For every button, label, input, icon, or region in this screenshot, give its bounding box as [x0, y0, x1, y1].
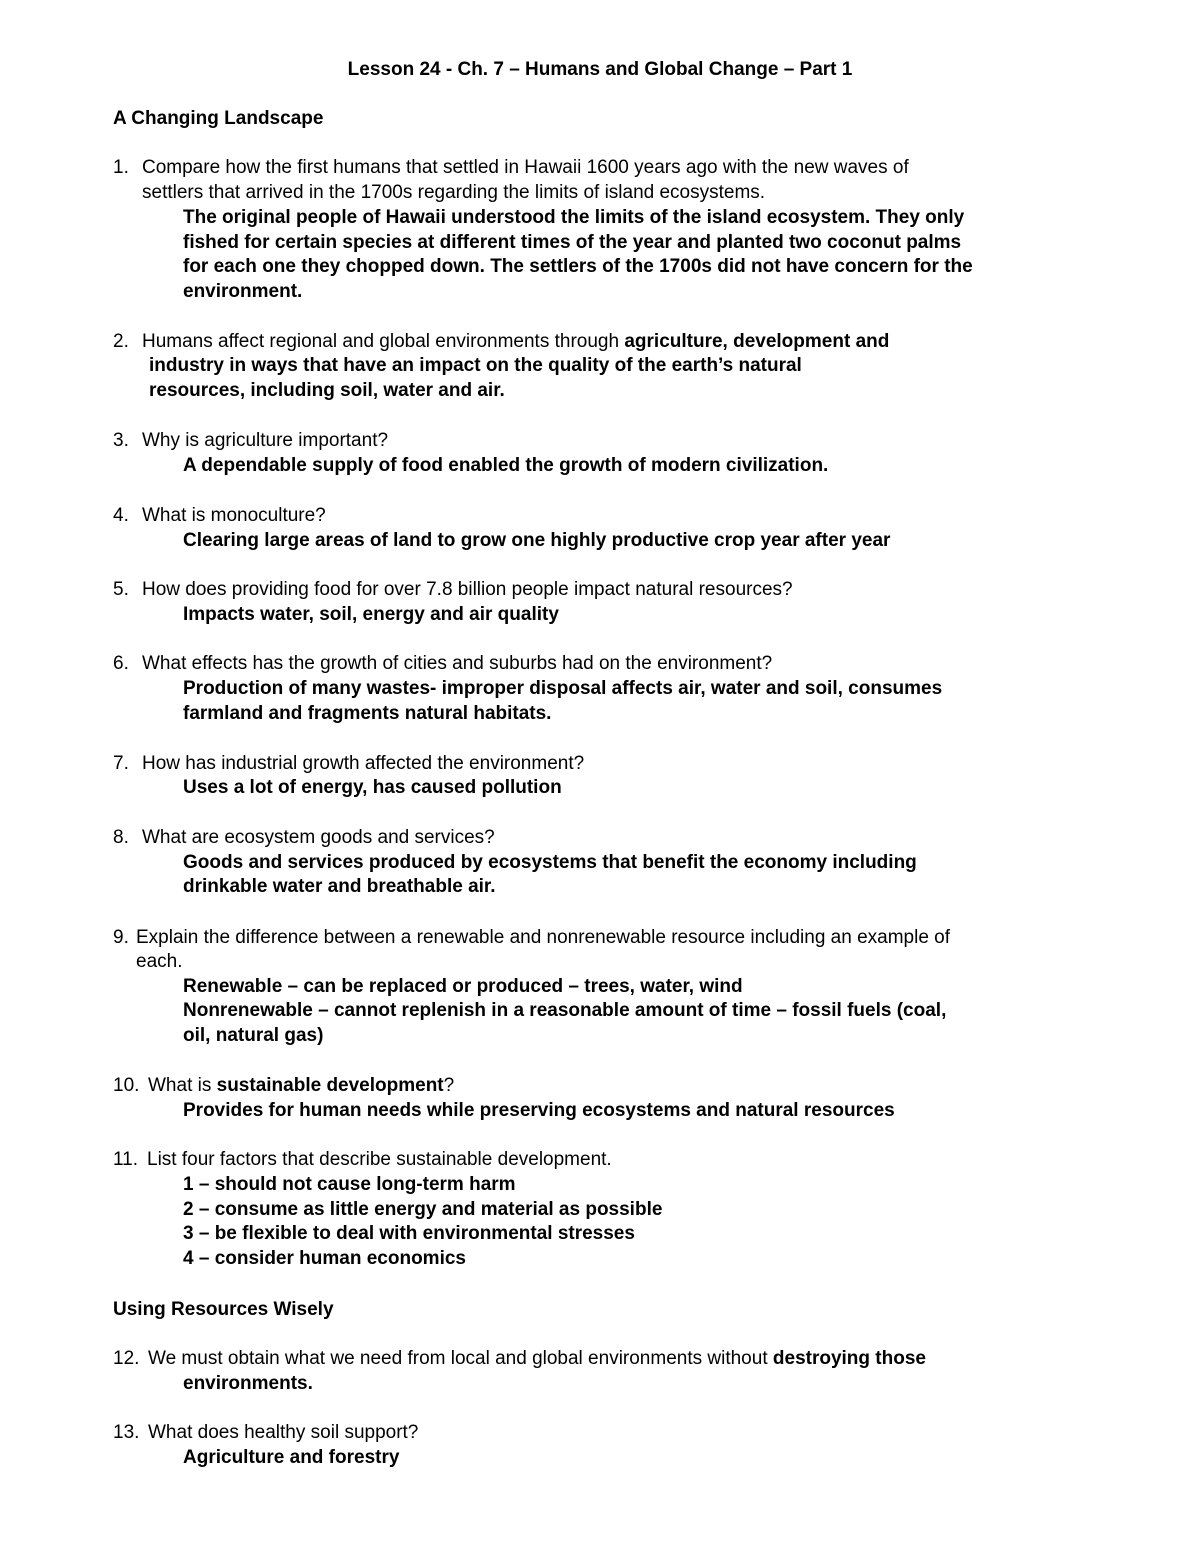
answer-text: Clearing large areas of land to grow one highly productive crop year after year [183, 530, 891, 551]
question-text: What is monoculture? [142, 505, 326, 526]
question-text [142, 330, 889, 354]
question-number: 7. [113, 753, 129, 774]
question-text [148, 1347, 926, 1371]
answer-text: Nonrenewable – cannot replenish in a reasonable amount of time – fossil fuels (coal, [183, 1000, 947, 1021]
question-text-plain: What is [148, 1075, 217, 1096]
question-mark: ? [443, 1075, 455, 1096]
answer-text: farmland and fragments natural habitats. [183, 703, 552, 724]
page-title: Lesson 24 - Ch. 7 – Humans and Global Change – Part 1 [347, 59, 853, 80]
section-heading: Using Resources Wisely [113, 1299, 334, 1320]
answer-text: fished for certain species at different times of the year and planted two coconut palms [183, 232, 962, 253]
answer-text: drinkable water and breathable air. [183, 876, 496, 897]
answer-text: Agriculture and forestry [183, 1447, 400, 1468]
answer-text: Provides for human needs while preserving ecosystems and natural resources [183, 1100, 895, 1121]
question-number: 5. [113, 579, 129, 600]
question-text: each. [136, 951, 183, 972]
question-number: 10. [113, 1075, 140, 1096]
question-number: 9. [113, 927, 129, 948]
question-number: 1. [113, 157, 129, 178]
answer-text: Uses a lot of energy, has caused pollution [183, 777, 562, 798]
question-number: 4. [113, 505, 129, 526]
question-text: What are ecosystem goods and services? [142, 827, 495, 848]
question-text: What effects has the growth of cities and suburbs had on the environment? [142, 653, 773, 674]
question-number: 2. [113, 331, 129, 352]
question-text: How does providing food for over 7.8 billion people impact natural resources? [142, 579, 793, 600]
question-number: 13. [113, 1422, 140, 1443]
question-number: 3. [113, 430, 129, 451]
question-text: List four factors that describe sustainable development. [147, 1149, 612, 1170]
answer-text: for each one they chopped down. The settlers of the 1700s did not have concern for the [183, 256, 973, 277]
key-term: sustainable development [216, 1075, 444, 1096]
answer-text: A dependable supply of food enabled the growth of modern civilization. [183, 455, 829, 476]
answer-text: destroying those [772, 1348, 926, 1369]
list-item: 1 – should not cause long-term harm [183, 1174, 516, 1195]
question-number: 6. [113, 653, 129, 674]
answer-text: agriculture, development and [624, 331, 890, 352]
question-text: Explain the difference between a renewable and nonrenewable resource including an example of [136, 927, 951, 948]
question-number: 12. [113, 1348, 140, 1369]
answer-text: Production of many wastes- improper disposal affects air, water and soil, consumes [183, 678, 943, 699]
question-text-plain: We must obtain what we need from local and global environments without [148, 1348, 773, 1369]
question-text [148, 1074, 454, 1098]
question-text: Why is agriculture important? [142, 430, 389, 451]
question-text: settlers that arrived in the 1700s regarding the limits of island ecosystems. [142, 182, 766, 203]
question-text-plain: Humans affect regional and global environments through [142, 331, 625, 352]
answer-text: environments. [183, 1373, 313, 1394]
question-number: 8. [113, 827, 129, 848]
answer-text: oil, natural gas) [183, 1025, 324, 1046]
question-number: 11. [113, 1149, 139, 1170]
question-text: What does healthy soil support? [148, 1422, 419, 1443]
answer-text: industry in ways that have an impact on the quality of the earth’s natural [149, 355, 802, 376]
answer-text: environment. [183, 281, 303, 302]
answer-text: Goods and services produced by ecosystems that benefit the economy including [183, 852, 917, 873]
answer-text: resources, including soil, water and air. [149, 380, 505, 401]
question-text: Compare how the first humans that settled in Hawaii 1600 years ago with the new waves of [142, 157, 909, 178]
question-text: How has industrial growth affected the environment? [142, 753, 585, 774]
list-item: 4 – consider human economics [183, 1248, 466, 1269]
list-item: 2 – consume as little energy and material as possible [183, 1199, 663, 1220]
list-item: 3 – be flexible to deal with environmental stresses [183, 1223, 635, 1244]
answer-text: The original people of Hawaii understood the limits of the island ecosystem. They only [183, 207, 965, 228]
answer-text: Impacts water, soil, energy and air quality [183, 604, 559, 625]
answer-text: Renewable – can be replaced or produced – trees, water, wind [183, 976, 743, 997]
section-heading: A Changing Landscape [113, 108, 324, 129]
